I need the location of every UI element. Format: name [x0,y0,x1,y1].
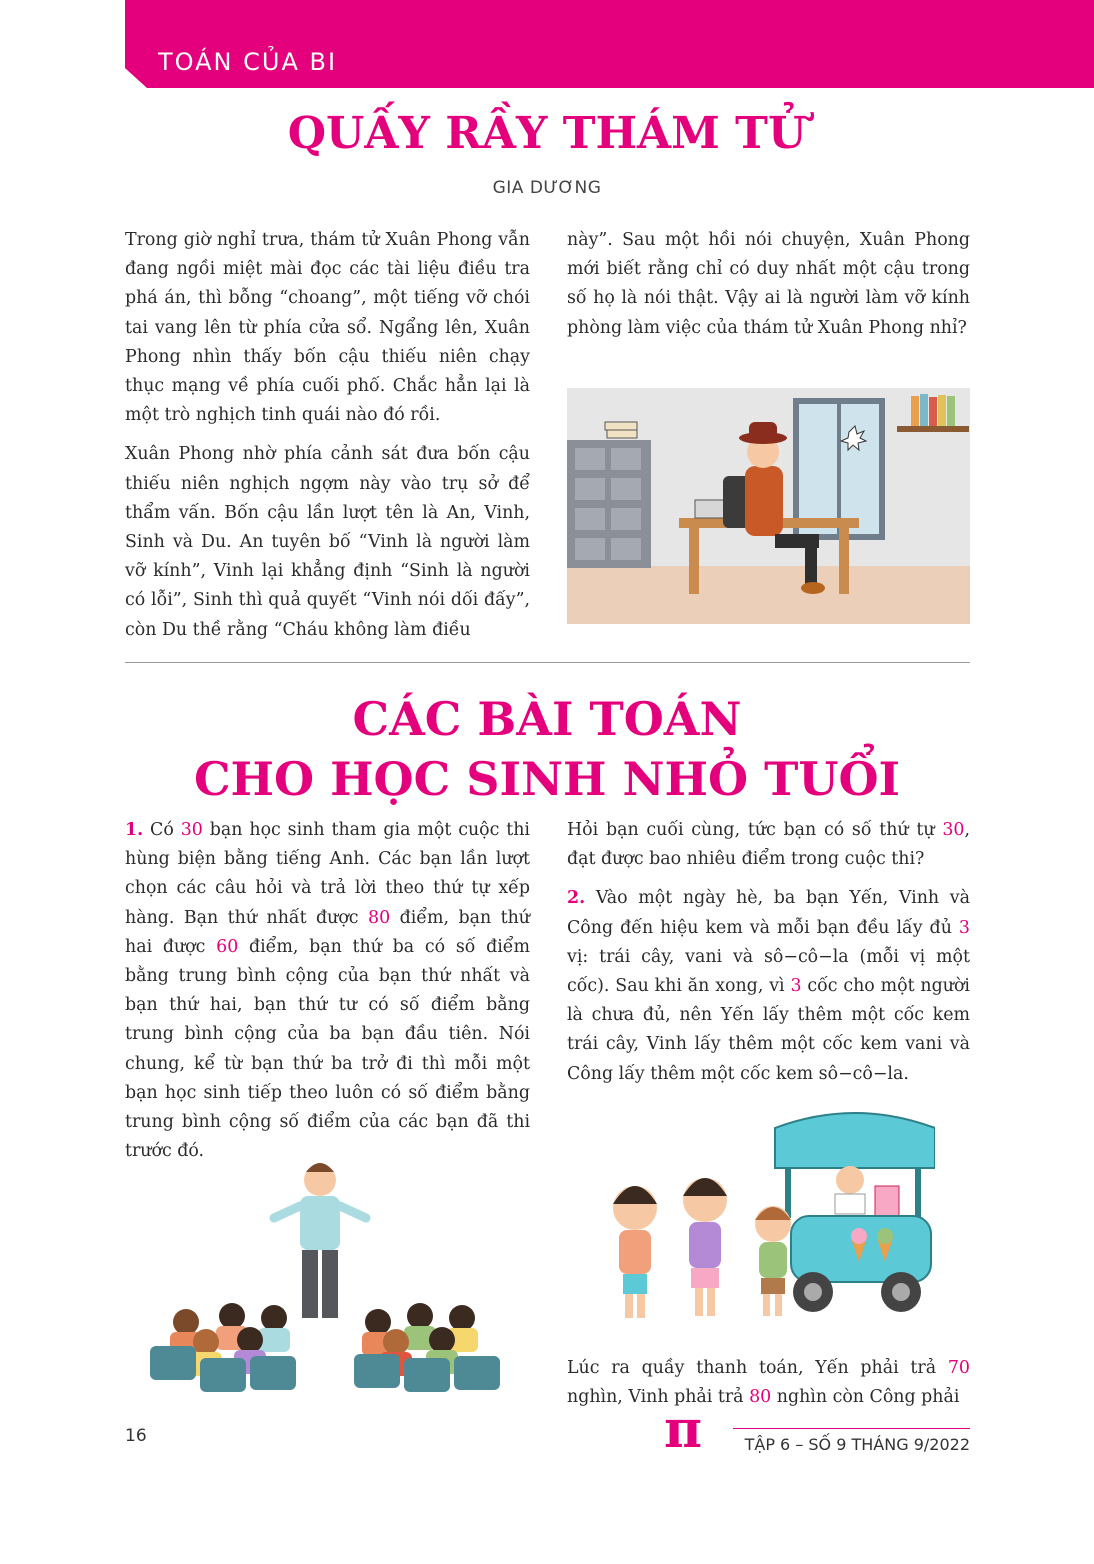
problem-2-continuation [567,1354,970,1422]
problem-1-text-part: điểm, bạn thứ hai được [125,907,530,957]
problem-2-payment-part: Lúc ra quầy thanh toán, Yến phải trả [567,1358,948,1378]
problem-2-value: 3 [958,917,970,938]
detective-office-illustration [567,388,970,624]
problem-2-text-part: vị: trái cây, vani và sô−cô−la (mỗi vị một cốc). Sau khi ăn xong, vì [567,946,970,997]
problem-2-text-part: cốc cho một người là chưa đủ, nên Yến lấy thêm một cốc kem trái cây, Vinh lấy thêm một cốc kem vani và Công lấy thêm một cốc kem sô−cô−la. [567,976,970,1084]
article1-paragraph-1: Trong giờ nghỉ trưa, thám tử Xuân Phong vẫn đang ngồi miệt mài đọc các tài liệu điều tra phá án, thì bỗng “choang”, một tiếng vỡ chói tai vang lên từ phía cửa sổ. Ngẩng lên, Xuân Phong nhìn thấy bốn cậu thiếu niên chạy thục mạng về phía cuối phố. Chắc hẳn lại là một trò nghịch tinh quái nào đó rồi. [125,230,530,426]
ice-cream-cart-illustration [595,1108,935,1328]
problem-1-question [567,816,970,874]
article2-column-right [567,816,970,1099]
problem-2-text-part: Vào một ngày hè, ba bạn Yến, Vinh và Công đến hiệu kem và mỗi bạn đều lấy đủ [567,888,970,938]
article1-title: QUẤY RẦY THÁM TỬ [287,108,807,159]
problem-2-number: 2. [567,888,586,909]
magazine-logo-pi: π [664,1399,703,1460]
section-divider [125,662,970,663]
article2-column-left [125,816,530,1176]
article1-paragraph-3: này”. Sau một hồi nói chuyện, Xuân Phong mới biết rằng chỉ có duy nhất một cậu trong số họ là nói thật. Vậy ai là người làm vỡ kính phòng làm việc của thám tử Xuân Phong nhỉ? [567,230,970,338]
problem-1-question-part: Hỏi bạn cuối cùng, tức bạn có số thứ tự [567,820,943,840]
problem-2-value: 3 [790,976,802,997]
problem-1-value: 60 [216,936,239,957]
article1-author: GIA DƯƠNG [492,178,602,198]
problem-1-text [125,816,530,1166]
problem-2-payment-text [567,1354,970,1412]
problem-1-question-value: 30 [942,820,965,840]
problem-1-value: 80 [368,907,391,928]
problem-1-value: 30 [180,820,203,840]
problem-1-text-part: Có [143,820,181,840]
problem-1-text-part: bạn học sinh tham gia một cuộc thi hùng biện bằng tiếng Anh. Các bạn lần lượt chọn các câu hỏi và trả lời theo thứ tự xếp hàng. Bạn thứ nhất được [125,820,530,928]
problem-2-payment-part: nghìn, Vinh phải trả [567,1387,750,1408]
article2-title-line1: CÁC BÀI TOÁN [352,692,742,746]
problem-2-payment-value: 80 [749,1387,772,1408]
problem-1-question-part: , đạt được bao nhiêu điểm trong cuộc thi? [567,820,970,870]
problem-2-payment-part: nghìn còn Công phải [771,1387,960,1408]
problem-2-payment-value: 70 [947,1358,970,1378]
page-number: 16 [125,1426,147,1446]
issue-info: TẬP 6 – SỐ 9 THÁNG 9/2022 [733,1428,970,1454]
article1-column-right [567,226,970,353]
section-label: TOÁN CỦA BI [158,48,338,76]
problem-2-text [567,884,970,1088]
article1-column-left [125,226,530,655]
article1-paragraph-2: Xuân Phong nhờ phía cảnh sát đưa bốn cậu thiếu niên nghịch ngợm này vào trụ sở để thẩm vấn. Bốn cậu lần lượt tên là An, Vinh, Sinh và Du. An tuyên bố “Vinh là người làm vỡ kính”, Vinh lại khẳng định “Sinh là người có lỗi”, Sinh thì quả quyết “Vinh nói dối đấy”, còn Du thề rằng “Cháu không làm điều [125,444,530,640]
article2-title-line2: CHO HỌC SINH NHỎ TUỔI [193,752,901,806]
classroom-contest-illustration [150,1150,510,1400]
problem-1-text-part: điểm, bạn thứ ba có số điểm bằng trung bình cộng của bạn thứ nhất và bạn thứ hai, bạn thứ tư có số điểm bằng trung bình cộng của ba bạn đầu tiên. Nói chung, kể từ bạn thứ ba trở đi thì mỗi một bạn học sinh tiếp theo luôn có số điểm bằng trung bình cộng số điểm của các bạn đã thi trước đó. [125,936,530,1162]
problem-1-number: 1. [125,820,144,840]
